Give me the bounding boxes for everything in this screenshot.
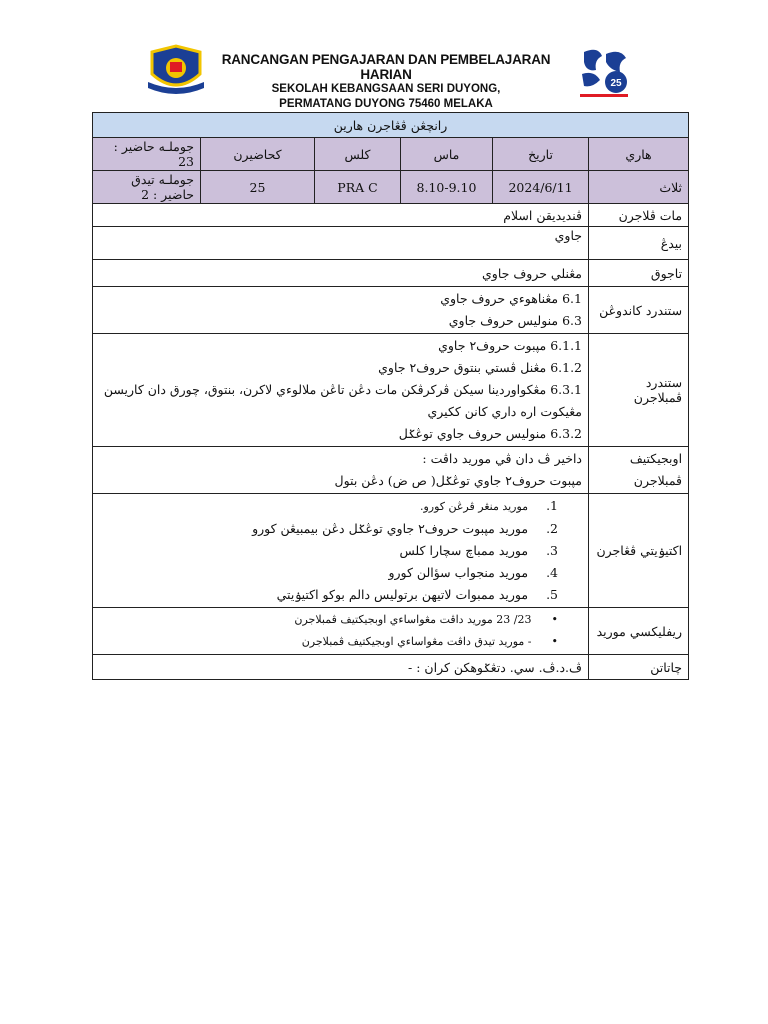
activity-item: 2.موريد مڽبوت حروف٢ جاوي توڠݢل دڠن بيمبيڠن کورو — [252, 521, 558, 536]
value-day: ثلاث — [589, 171, 689, 204]
header-attendance: کحاضيرن — [201, 138, 315, 171]
activity-row — [93, 494, 689, 608]
reflection-label: ريفليكسي موريد — [589, 608, 689, 655]
activity-item: 3.موريد ممباچ سچارا كلس — [399, 543, 558, 558]
learning-standard-value — [93, 334, 589, 447]
objective-row — [93, 447, 689, 494]
objective-value — [93, 447, 589, 494]
activity-number: 3. — [546, 543, 558, 558]
reflection-item: •23/ 23 موريد داڤت مڠواساءي اوبجيكتيف ڤمبلاجرن — [294, 613, 558, 626]
field-value: جاوي — [93, 227, 589, 260]
learning-standard-item: 6.3.1 مڠكواوردينا سيكن ڤرکرڤکن مات دڠن تاڠن ملالوءي لاکرن، بنتوق، چورق دان كاريسن — [103, 382, 582, 397]
subject-value: ڤنديديقن اسلام — [93, 204, 589, 227]
table-title: رانچڠن ڤڠاجرن هارين — [93, 113, 689, 138]
value-time: 8.10-9.10 — [401, 171, 493, 204]
value-date: 2024/6/11 — [493, 171, 589, 204]
field-row — [93, 227, 689, 260]
bullet-icon: • — [551, 635, 558, 648]
topic-row — [93, 260, 689, 287]
content-standard-row — [93, 287, 689, 334]
activity-number: 1. — [546, 498, 558, 513]
learning-standard-item: 6.1.1 مڽبوت حروف٢ جاوي — [438, 338, 582, 353]
notes-value: ڤ.د.ڤ. سي. دتڠݢوهکن کران : - — [93, 655, 589, 680]
activity-item: 4.موريد منجواب سؤالن کورو — [388, 565, 558, 580]
learning-standard-item: 6.3.2 منوليس حروف جاوي توڠݢل — [398, 426, 582, 441]
anniversary-logo — [576, 44, 632, 100]
reflection-list — [93, 608, 589, 655]
school-address: PERMATANG DUYONG 75460 MELAKA — [279, 98, 493, 110]
learning-standard-row — [93, 334, 689, 447]
content-standard-value — [93, 287, 589, 334]
topic-label: تاجوق — [589, 260, 689, 287]
document-title: RANCANGAN PENGAJARAN DAN PEMBELAJARAN HARIAN — [221, 52, 551, 82]
learning-standard-item: 6.1.2 مڠنل ڤستي بنتوق حروف٢ جاوي — [378, 360, 582, 375]
activity-item: 5.موريد ممبوات لاتيهن برتوليس دالم بوكو اکتيۏيتي — [276, 587, 558, 602]
header-date: تاريخ — [493, 138, 589, 171]
document-header — [206, 52, 566, 112]
header-day: هاري — [589, 138, 689, 171]
activity-list — [93, 494, 589, 608]
objective-line: داخير ڤ دان ڤي موريد داڤت : — [422, 451, 582, 466]
objective-label-line: ڤمبلاجرن — [633, 473, 683, 488]
header-row — [93, 138, 689, 171]
content-standard-item: 6.1 مڠناهوءي حروف جاوي — [440, 291, 582, 306]
bullet-icon: • — [551, 613, 558, 626]
learning-standard-item: مڠيکوت اره داري كانن ككيري — [427, 404, 582, 419]
activity-number: 5. — [546, 587, 558, 602]
topic-value: مڠنلي حروف جاوي — [93, 260, 589, 287]
activity-item: 1.موريد منڠر ڤرڠن کورو. — [419, 498, 558, 513]
school-name: SEKOLAH KEBANGSAAN SERI DUYONG, — [271, 83, 501, 95]
activity-number: 4. — [546, 565, 558, 580]
activity-label: اکتيۏيتي ڤڠاجرن — [589, 494, 689, 608]
field-label: بيدڠ — [589, 227, 689, 260]
learning-standard-label: ستندرد ڤمبلاجرن — [589, 334, 689, 447]
subject-label: مات ڤلاجرن — [589, 204, 689, 227]
notes-row — [93, 655, 689, 680]
logo-number: 25 — [610, 78, 622, 89]
values-row — [93, 171, 689, 204]
objective-line: مڽبوت حروف٢ جاوي توڠݢل( ص ض) دڠن بتول — [334, 473, 582, 488]
header-time: ماس — [401, 138, 493, 171]
value-attendance: 25 — [201, 171, 315, 204]
notes-label: چاتاتن — [589, 655, 689, 680]
content-standard-item: 6.3 منوليس حروف جاوي — [448, 313, 582, 328]
value-class: PRA C — [315, 171, 401, 204]
content-standard-label: ستندرد كاندوڠن — [589, 287, 689, 334]
header-class: کلس — [315, 138, 401, 171]
school-crest-logo — [146, 44, 206, 96]
subject-row — [93, 204, 689, 227]
reflection-row — [93, 608, 689, 655]
activity-number: 2. — [546, 521, 558, 536]
objective-label-line: اوبجيكتيف — [629, 451, 683, 466]
value-absent: جوملـه تيدق حاضير : 2 — [93, 171, 201, 204]
header-present: جوملـه حاضير : 23 — [93, 138, 201, 171]
reflection-item: •- موريد تيدق داڤت مڠواساءي اوبجيكتيف ڤمبلاجرن — [301, 635, 558, 648]
objective-label — [589, 447, 689, 494]
lesson-plan-table — [92, 112, 689, 680]
